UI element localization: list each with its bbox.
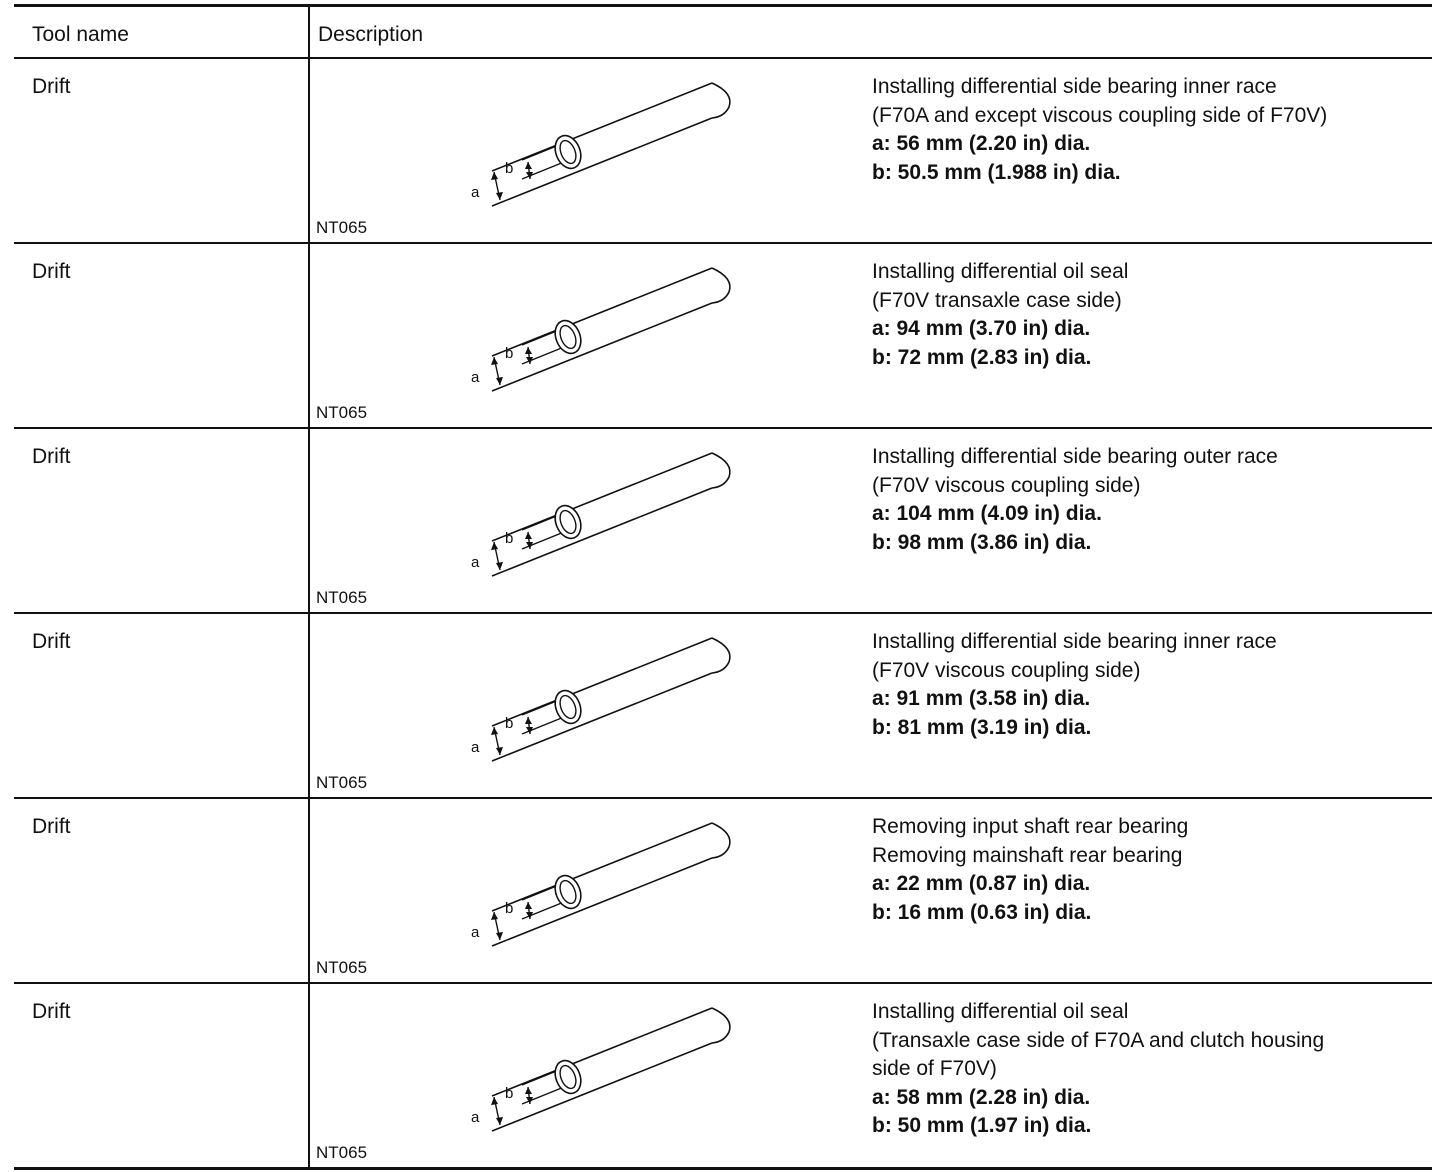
arrow-head <box>491 727 498 735</box>
arrow-head <box>491 912 498 920</box>
description-line: Installing differential side bearing outer race <box>872 445 1278 468</box>
tube-ring-outer <box>551 317 586 358</box>
tool-name: Drift <box>32 1000 71 1023</box>
label-a: a <box>471 924 480 941</box>
tube-ring-outer <box>551 1057 586 1098</box>
tool-name: Drift <box>32 630 71 653</box>
tube-upper-edge <box>492 83 712 171</box>
label-b: b <box>505 900 514 917</box>
tool-description <box>872 73 1422 187</box>
tool-name: Drift <box>32 815 71 838</box>
description-line: (F70V viscous coupling side) <box>872 658 1141 682</box>
figure-code: NT065 <box>316 773 368 792</box>
description-lines <box>872 258 1422 315</box>
dimension-a: a: 104 mm (4.09 in) dia. <box>872 502 1102 525</box>
arrow-head <box>491 357 498 365</box>
drift-illustration <box>444 807 744 947</box>
table-row <box>14 614 1432 799</box>
dimension-b: b: 50.5 mm (1.988 in) dia. <box>872 160 1121 184</box>
arrow-head <box>496 192 503 200</box>
description-line: (Transaxle case side of F70A and clutch housing <box>872 1028 1325 1052</box>
label-a: a <box>471 369 480 386</box>
arrow-head <box>525 1087 532 1094</box>
tool-description <box>872 258 1422 372</box>
table-body <box>14 59 1432 1167</box>
label-a: a <box>471 554 480 571</box>
arrow-head <box>491 172 498 180</box>
table-row <box>14 799 1432 984</box>
dimension-b: b: 72 mm (2.83 in) dia. <box>872 345 1092 369</box>
label-a: a <box>471 184 480 201</box>
header-description: Description <box>318 23 424 46</box>
arrow-head <box>496 562 503 570</box>
description-line: (F70V transaxle case side) <box>872 288 1122 312</box>
description-lines <box>872 998 1422 1084</box>
figure-code: NT065 <box>316 403 368 422</box>
table-row <box>14 59 1432 244</box>
tool-name: Drift <box>32 75 71 98</box>
figure-code: NT065 <box>316 1143 368 1162</box>
tube-upper-edge <box>492 638 712 726</box>
dimension-a: a: 91 mm (3.58 in) dia. <box>872 687 1091 710</box>
tool-description <box>872 443 1422 557</box>
tube-lower-edge <box>492 488 712 576</box>
drift-illustration <box>444 437 744 577</box>
tool-name: Drift <box>32 260 71 283</box>
drift-illustration <box>444 992 744 1132</box>
tool-name: Drift <box>32 445 71 468</box>
arrow-head <box>525 347 532 354</box>
arrow-head <box>496 932 503 940</box>
tube-lower-edge <box>492 1043 712 1131</box>
arrow-head <box>525 532 532 539</box>
description-lines <box>872 813 1422 870</box>
label-b: b <box>505 345 514 362</box>
description-line: Installing differential side bearing inner race <box>872 630 1277 653</box>
label-a: a <box>471 1109 480 1126</box>
tube-ring-outer <box>551 132 586 173</box>
drift-illustration <box>444 252 744 392</box>
tube-lower-edge <box>492 673 712 761</box>
tube-end-cap <box>712 823 730 858</box>
figure-code: NT065 <box>316 958 368 977</box>
arrow-head <box>491 1097 498 1105</box>
dimension-a: a: 56 mm (2.20 in) dia. <box>872 132 1091 155</box>
tube-upper-edge <box>492 1008 712 1096</box>
tube-end-cap <box>712 83 730 118</box>
dimension-b: b: 81 mm (3.19 in) dia. <box>872 715 1092 739</box>
description-line: (F70A and except viscous coupling side of F70V) <box>872 103 1328 127</box>
arrow-head <box>491 542 498 550</box>
description-line: Installing differential oil seal <box>872 260 1129 283</box>
tool-description <box>872 813 1422 927</box>
tool-description <box>872 998 1422 1141</box>
dimension-a: a: 58 mm (2.28 in) dia. <box>872 1085 1091 1109</box>
description-lines <box>872 73 1422 130</box>
table-row <box>14 429 1432 614</box>
tube-ring-outer <box>551 502 586 543</box>
label-b: b <box>505 160 514 177</box>
arrow-head <box>496 377 503 385</box>
drift-illustration <box>444 67 744 207</box>
tube-lower-edge <box>492 118 712 206</box>
header-tool-name: Tool name <box>32 23 129 46</box>
tool-description <box>872 628 1422 742</box>
label-b: b <box>505 530 514 547</box>
arrow-head <box>525 902 532 909</box>
table-row <box>14 984 1432 1167</box>
description-line: (F70V viscous coupling side) <box>872 473 1141 497</box>
arrow-head <box>525 162 532 169</box>
description-line: Removing mainshaft rear bearing <box>872 843 1183 867</box>
description-line: Removing input shaft rear bearing <box>872 815 1189 838</box>
tool-table <box>14 4 1432 1170</box>
tube-ring-outer <box>551 687 586 728</box>
tube-lower-edge <box>492 303 712 391</box>
table-header <box>14 7 1432 59</box>
description-lines <box>872 628 1422 685</box>
dimension-a: a: 22 mm (0.87 in) dia. <box>872 872 1091 895</box>
tube-upper-edge <box>492 823 712 911</box>
description-line: Installing differential side bearing inner race <box>872 75 1277 98</box>
label-b: b <box>505 1085 514 1102</box>
dimension-a: a: 94 mm (3.70 in) dia. <box>872 317 1091 340</box>
description-line: Installing differential oil seal <box>872 1000 1129 1023</box>
figure-code: NT065 <box>316 218 368 237</box>
dimension-b: b: 98 mm (3.86 in) dia. <box>872 530 1092 554</box>
figure-code: NT065 <box>316 588 368 607</box>
tube-end-cap <box>712 268 730 303</box>
dimension-b: b: 16 mm (0.63 in) dia. <box>872 900 1092 924</box>
tube-upper-edge <box>492 453 712 541</box>
arrow-head <box>525 717 532 724</box>
description-lines <box>872 443 1422 500</box>
tube-end-cap <box>712 638 730 673</box>
description-line: side of F70V) <box>872 1057 997 1080</box>
tube-end-cap <box>712 1008 730 1043</box>
tube-lower-edge <box>492 858 712 946</box>
dimension-b: b: 50 mm (1.97 in) dia. <box>872 1114 1092 1137</box>
tube-end-cap <box>712 453 730 488</box>
tube-ring-outer <box>551 872 586 913</box>
label-a: a <box>471 739 480 756</box>
arrow-head <box>496 1117 503 1125</box>
table-row <box>14 244 1432 429</box>
drift-illustration <box>444 622 744 762</box>
arrow-head <box>496 747 503 755</box>
tube-upper-edge <box>492 268 712 356</box>
label-b: b <box>505 715 514 732</box>
